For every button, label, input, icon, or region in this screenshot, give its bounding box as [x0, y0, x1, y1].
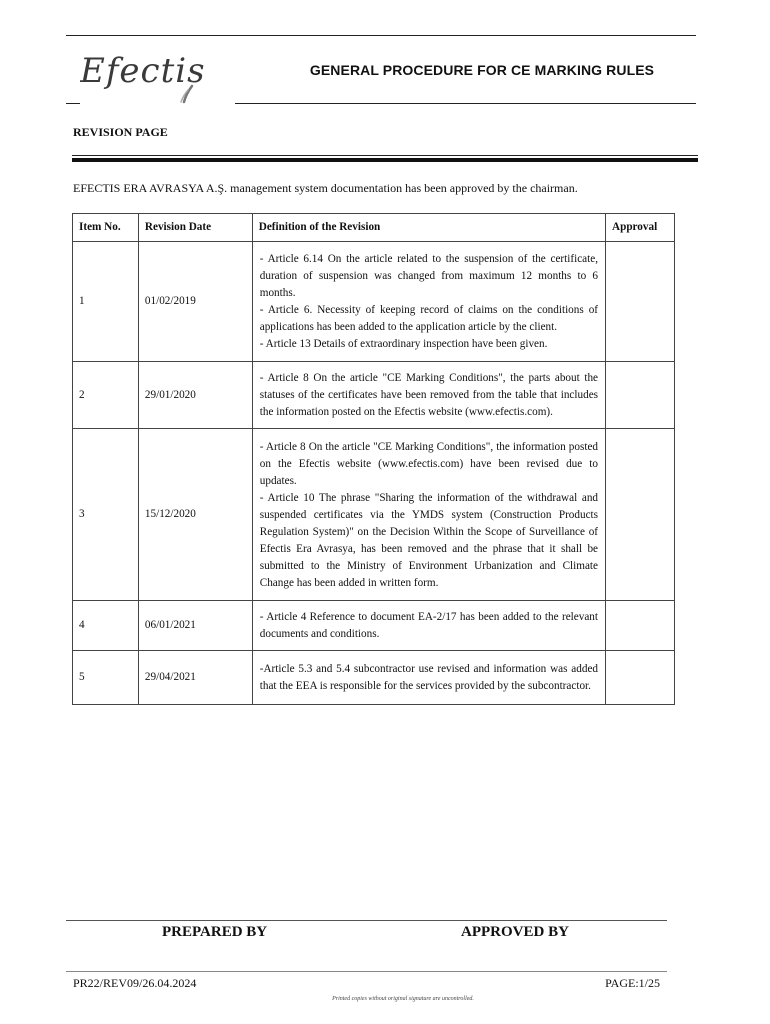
item-number: 4: [73, 601, 139, 651]
revision-definition: [252, 362, 605, 429]
definition-line: -Article 5.3 and 5.4 subcontractor use revised and information was added that the EEA is responsible for the services provided by the subcontractor.: [259, 663, 599, 692]
revision-definition: [252, 601, 605, 651]
revision-date: 15/12/2020: [138, 429, 252, 601]
definition-line: - Article 10 The phrase "Sharing the information of the withdrawal and suspended certificates via the YMDS system (Construction Products Regulation System)" on the Decision Within the Scope of Surveillance of Efectis Era Avrasya, has been removed and the phrase that it shall be submitted to the Ministry of Environment Urbanization and Climate Change has been added in written form.: [259, 491, 599, 589]
header-bottom-rule: [235, 103, 696, 104]
revision-date: 29/01/2020: [138, 362, 252, 429]
revision-date: 01/02/2019: [138, 242, 252, 362]
definition-line: - Article 6.14 On the article related to the suspension of the certificate, duration of suspension was changed from maximum 12 months to 6 months.: [259, 253, 599, 299]
definition-line: - Article 6. Necessity of keeping record of claims on the conditions of applications has been added to the application article by the client.: [259, 304, 599, 333]
item-number: 2: [73, 362, 139, 429]
table-header-row: [73, 214, 675, 242]
table-row: [73, 362, 675, 429]
table-row: [73, 429, 675, 601]
definition-line: - Article 4 Reference to document EA-2/17 has been added to the relevant documents and conditions.: [259, 611, 599, 640]
definition-line: - Article 8 On the article "CE Marking Conditions", the parts about the statuses of the certificates have been removed from the table that includes the information posted on the Efectis website (www.efectis.com).: [259, 372, 599, 418]
footer-rule: [66, 971, 667, 972]
uncontrolled-copy-note: Printed copies without original signature are uncontrolled.: [332, 996, 474, 1002]
definition-line: - Article 13 Details of extraordinary inspection have been given.: [259, 338, 548, 350]
revision-definition: [252, 651, 605, 705]
approved-by-label: APPROVED BY: [461, 924, 569, 940]
approval-cell: [606, 601, 675, 651]
signature-rule: [66, 920, 667, 921]
item-number: 3: [73, 429, 139, 601]
prepared-by-label: PREPARED BY: [162, 924, 268, 940]
revision-table: [72, 213, 675, 705]
revision-date: 06/01/2021: [138, 601, 252, 651]
heading-rule-thick: [72, 158, 698, 162]
approval-cell: [606, 429, 675, 601]
header-revision-date: Revision Date: [138, 214, 252, 242]
table-row: [73, 601, 675, 651]
revision-date: 29/04/2021: [138, 651, 252, 705]
table-row: [73, 242, 675, 362]
approval-statement: EFECTIS ERA AVRASYA A.Ş. management system documentation has been approved by the chairman.: [73, 181, 578, 195]
header-approval: Approval: [606, 214, 675, 242]
definition-line: - Article 8 On the article "CE Marking Conditions", the information posted on the Efectis website (www.efectis.com) have been revised due to updates.: [259, 440, 599, 487]
header-definition: Definition of the Revision: [252, 214, 605, 242]
header-top-rule: [66, 35, 696, 36]
table-row: [73, 651, 675, 705]
heading-rule-thin: [72, 155, 698, 156]
efectis-logo: [80, 50, 240, 106]
item-number: 5: [73, 651, 139, 705]
logo-wordmark: Efectis: [80, 51, 206, 91]
document-title: GENERAL PROCEDURE FOR CE MARKING RULES: [309, 62, 655, 78]
document-code: PR22/REV09/26.04.2024: [73, 976, 197, 990]
header-item-no: Item No.: [73, 214, 139, 242]
page-number: PAGE:1/25: [605, 976, 660, 990]
approval-cell: [606, 242, 675, 362]
revision-page-heading: REVISION PAGE: [73, 125, 168, 139]
approval-cell: [606, 362, 675, 429]
approval-cell: [606, 651, 675, 705]
header-bottom-rule-left: [66, 103, 80, 104]
item-number: 1: [73, 242, 139, 362]
revision-definition: [252, 242, 605, 362]
revision-definition: [252, 429, 605, 601]
